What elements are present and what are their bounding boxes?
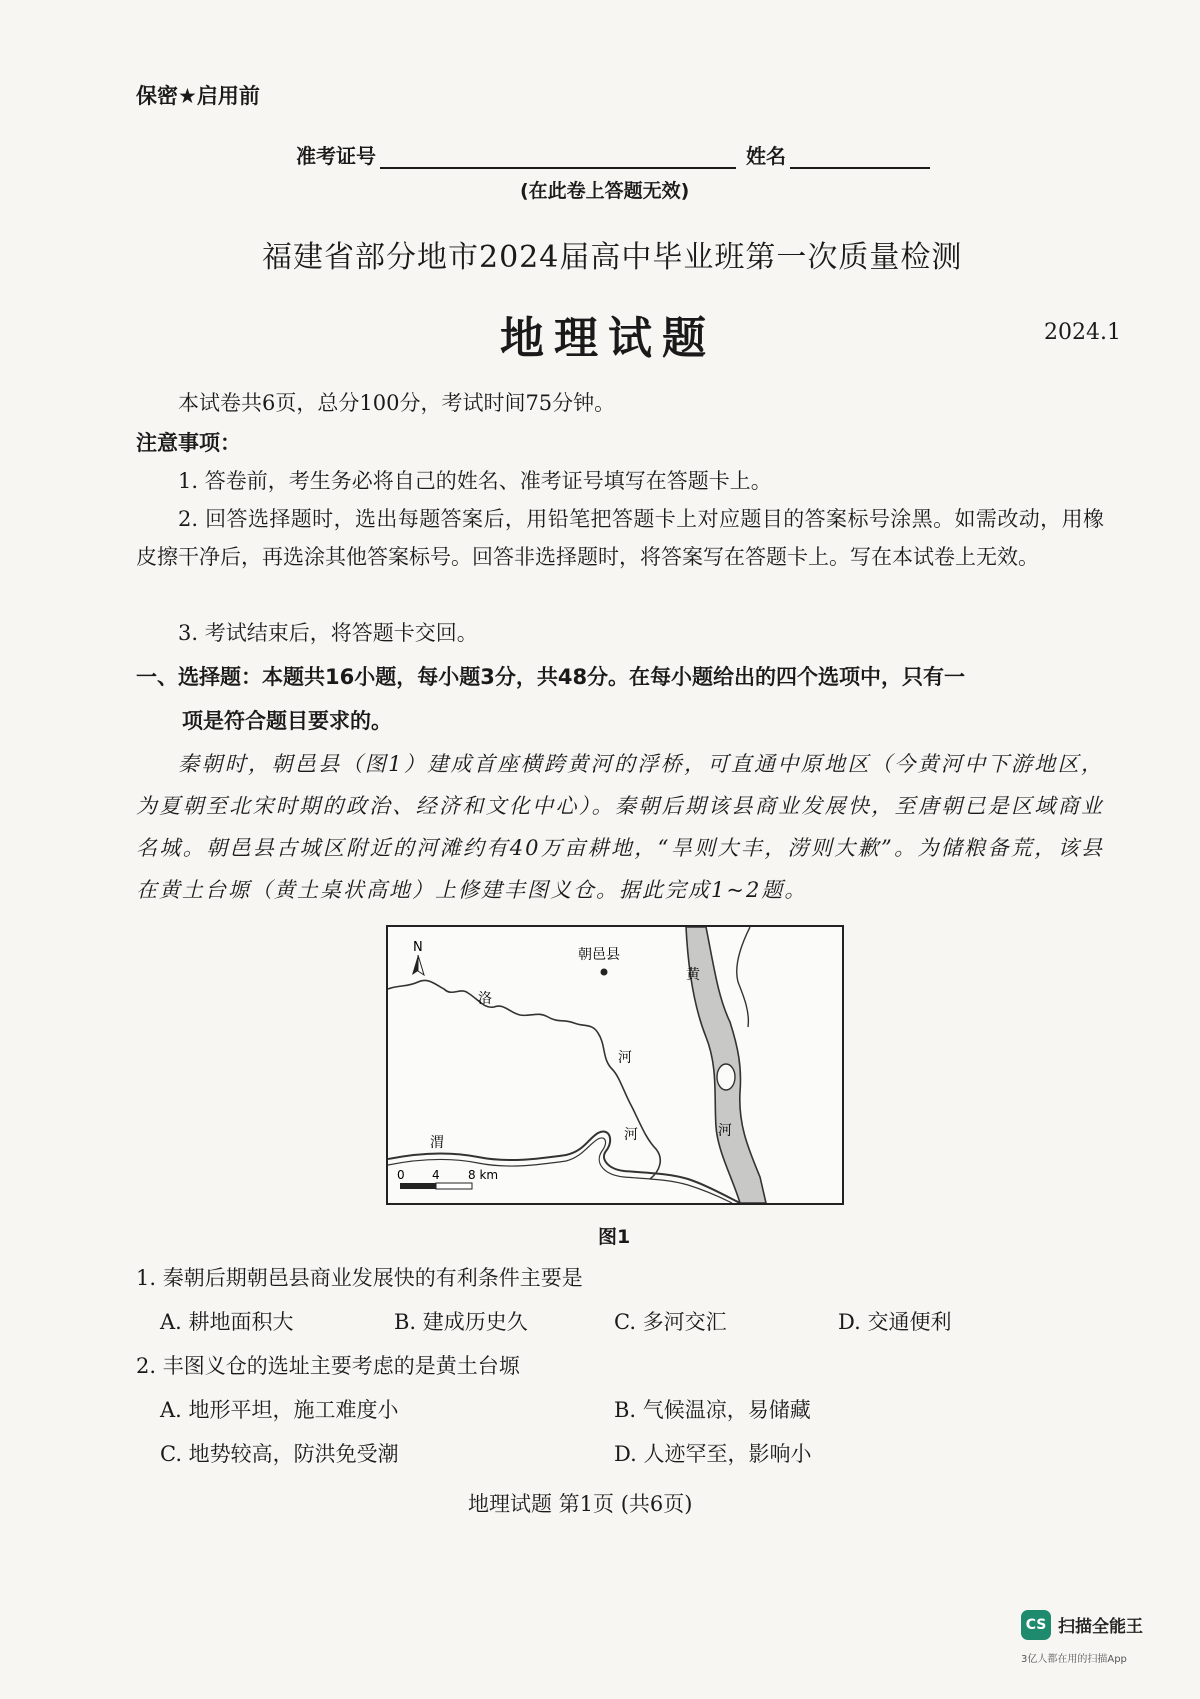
luo-label-2: 河 [618,1050,632,1066]
figure-1-map [386,925,844,1205]
question-stem-material: 秦朝时，朝邑县（图1）建成首座横跨黄河的浮桥，可直通中原地区（今黄河中下游地区，为夏朝至北宋时期的政治、经济和文化中心）。秦朝后期该县商业发展快，至唐朝已是区域商业名城。朝邑县古城区附近的河滩约有40万亩耕地，“旱则大丰，涝则大歉”。为储粮备荒，该县在黄土台塬（黄土桌状高地）上修建丰图义仓。据此完成1~2题。 [136,752,1104,902]
intro-text: 本试卷共6页，总分100分，考试时间75分钟。 [178,391,616,415]
q2-option-b[interactable]: B. 气候温凉，易储藏 [614,1398,811,1422]
scale-label-0: 0 [397,1168,405,1182]
yellow-river-bank [737,927,750,1027]
scanner-app-tagline: 3亿人都在用的扫描App [1021,1654,1127,1665]
name-blank [790,147,930,169]
city-label: 朝邑县 [578,947,620,963]
notice-item-1: 1. 答卷前，考生务必将自己的姓名、准考证号填写在答题卡上。 [178,469,772,493]
confidential-label: 保密★启用前 [136,84,260,108]
exam-id-label: 准考证号 [296,144,376,168]
north-label: N [413,940,423,955]
huang-label-1: 黄 [686,967,700,983]
exam-id-blank [380,147,736,169]
q2-option-a[interactable]: A. 地形平坦，施工难度小 [160,1398,399,1422]
notice-item-3: 3. 考试结束后，将答题卡交回。 [178,621,478,645]
wei-label-2: 河 [624,1127,638,1143]
page-footer: 地理试题 第1页 (共6页) [468,1492,693,1516]
q2-option-d[interactable]: D. 人迹罕至，影响小 [614,1442,812,1466]
wei-label-1: 渭 [430,1135,444,1151]
section1-heading: 一、选择题：本题共16小题，每小题3分，共48分。在每小题给出的四个选项中，只有一 [136,665,966,689]
q1-option-c[interactable]: C. 多河交汇 [614,1310,727,1334]
luo-label-1: 洛 [478,991,492,1007]
city-dot [601,969,608,976]
notice-heading: 注意事项： [136,431,241,455]
scanner-logo-icon: CS [1021,1610,1051,1640]
question-1-stem: 1. 秦朝后期朝邑县商业发展快的有利条件主要是 [136,1266,583,1290]
exam-date: 2024.1 [1044,320,1121,345]
river-island [717,1064,735,1090]
q1-option-d[interactable]: D. 交通便利 [838,1310,952,1334]
exam-title: 福建省部分地市2024届高中毕业班第一次质量检测 [262,240,963,275]
question-2-stem: 2. 丰图义仓的选址主要考虑的是黄土台塬 [136,1354,520,1378]
invalid-note: (在此卷上答题无效) [520,180,690,202]
scale-bar [400,1183,472,1189]
name-label: 姓名 [746,144,786,168]
figure-caption: 图1 [598,1226,631,1248]
q2-option-c[interactable]: C. 地势较高，防洪免受潮 [160,1442,399,1466]
section1-heading-cont: 项是符合题目要求的。 [182,709,392,733]
map-svg [388,927,842,1203]
q1-option-a[interactable]: A. 耕地面积大 [160,1310,294,1334]
subject-title: 地理试题 [500,313,716,364]
notice-item-2: 2. 回答选择题时，选出每题答案后，用铅笔把答题卡上对应题目的答案标号涂黑。如需改动，用橡皮擦干净后，再选涂其他答案标号。回答非选择题时，将答案写在答题卡上。写在本试卷上无效。 [136,507,1104,569]
q1-option-b[interactable]: B. 建成历史久 [394,1310,528,1334]
scanner-app-name: 扫描全能王 [1058,1617,1143,1637]
huang-label-2: 河 [718,1123,732,1139]
scale-label-8: 8 km [468,1168,499,1182]
luo-river-line [388,980,660,1179]
north-arrow-icon [412,955,424,975]
candidate-info-line [296,140,940,169]
scale-label-4: 4 [432,1168,440,1182]
